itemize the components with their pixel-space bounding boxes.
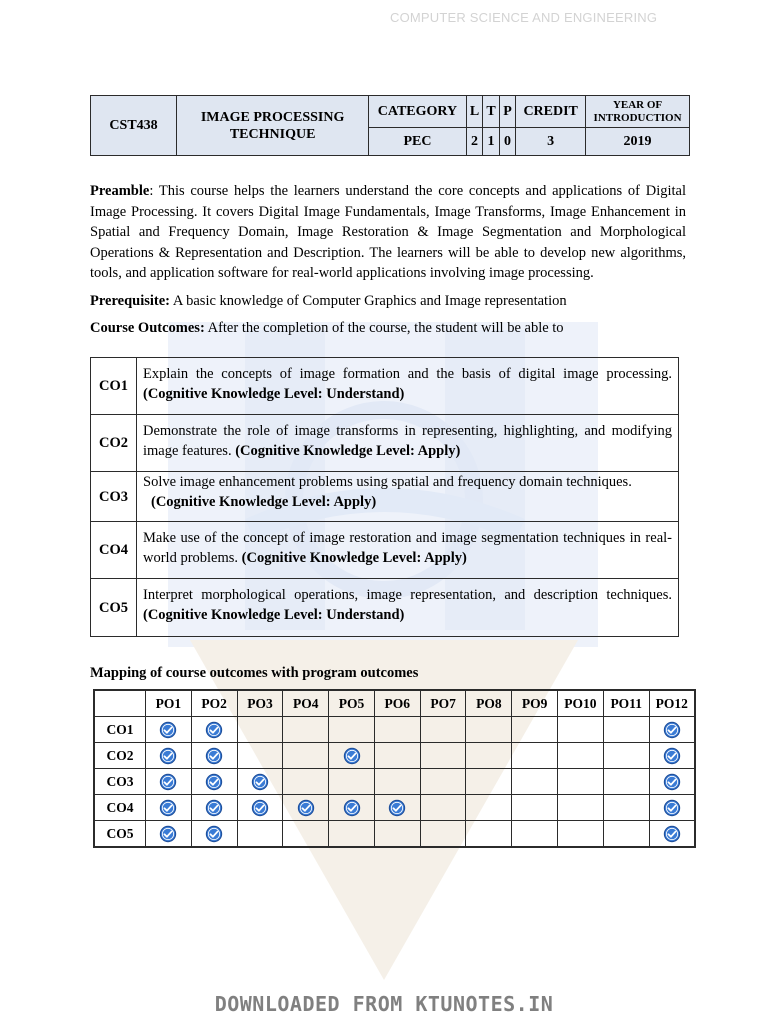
course-outcomes-label: Course Outcomes: — [90, 320, 205, 336]
mapping-cell — [191, 769, 237, 795]
mapping-cell — [191, 743, 237, 769]
p-label: P — [499, 96, 515, 128]
outcome-description — [137, 579, 679, 637]
outcome-level: (Cognitive Knowledge Level: Understand) — [143, 386, 405, 402]
mapping-cell — [146, 795, 192, 821]
credit-label: CREDIT — [516, 96, 586, 128]
category-label: CATEGORY — [369, 96, 467, 128]
mapping-cell — [512, 795, 558, 821]
mapping-cell — [466, 795, 512, 821]
mapping-cell — [329, 795, 375, 821]
mapping-cell — [512, 743, 558, 769]
mapping-cell — [558, 717, 604, 743]
mapping-cell — [420, 821, 466, 848]
mapping-cell — [329, 717, 375, 743]
mapping-cell — [420, 717, 466, 743]
check-circle-icon — [205, 721, 223, 739]
check-circle-icon — [251, 773, 269, 791]
t-label: T — [483, 96, 500, 128]
preamble-label: Preamble — [90, 183, 150, 199]
mapping-cell — [603, 795, 649, 821]
l-label: L — [466, 96, 483, 128]
po-column-header: PO3 — [237, 690, 283, 717]
mapping-cell — [649, 795, 695, 821]
mapping-cell — [237, 717, 283, 743]
course-outcomes-table — [90, 357, 679, 637]
po-column-header: PO12 — [649, 690, 695, 717]
mapping-row — [94, 717, 695, 743]
mapping-cell — [191, 821, 237, 848]
mapping-cell — [466, 769, 512, 795]
mapping-cell — [420, 743, 466, 769]
mapping-row — [94, 821, 695, 848]
outcome-description — [137, 472, 679, 522]
outcome-text: Solve image enhancement problems using spatial and frequency domain techniques. — [143, 474, 632, 490]
year-label-line2: INTRODUCTION — [593, 111, 682, 124]
mapping-cell — [558, 795, 604, 821]
course-outcomes-text: After the completion of the course, the student will be able to — [204, 320, 564, 336]
mapping-cell — [420, 795, 466, 821]
mapping-cell — [237, 743, 283, 769]
mapping-cell — [146, 821, 192, 848]
check-circle-icon — [663, 825, 681, 843]
mapping-cell — [283, 769, 329, 795]
mapping-cell — [466, 821, 512, 848]
check-circle-icon — [663, 721, 681, 739]
outcome-level: (Cognitive Knowledge Level: Understand) — [143, 607, 405, 623]
check-circle-icon — [159, 747, 177, 765]
check-circle-icon — [663, 799, 681, 817]
mapping-corner-cell — [94, 690, 146, 717]
check-circle-icon — [159, 773, 177, 791]
mapping-cell — [374, 795, 420, 821]
check-circle-icon — [297, 799, 315, 817]
mapping-row — [94, 769, 695, 795]
category-value: PEC — [369, 128, 467, 156]
mapping-cell — [649, 717, 695, 743]
mapping-header-row — [94, 690, 695, 717]
check-circle-icon — [205, 773, 223, 791]
preamble-text: : This course helps the learners understand the core concepts and applications of Digital Image Processing. It covers Digital Image Fundamentals, Image Transforms, Image Enhancement in Spatial and Frequency Domain, Image Restoration & Image Segmentation and Morphological Operations & Representation and Description. The learners will be able to develop new algorithms, tools, and application software for real-world applications involving image processing. — [90, 183, 686, 281]
course-name: IMAGE PROCESSING TECHNIQUE — [177, 96, 369, 156]
outcome-level: (Cognitive Knowledge Level: Apply) — [241, 550, 467, 566]
credit-value: 3 — [516, 128, 586, 156]
outcome-text: Explain the concepts of image formation and the basis of digital image processing. — [143, 366, 672, 382]
po-column-header: PO5 — [329, 690, 375, 717]
outcome-level: (Cognitive Knowledge Level: Apply) — [235, 443, 461, 459]
check-circle-icon — [251, 799, 269, 817]
mapping-cell — [146, 717, 192, 743]
mapping-cell — [603, 743, 649, 769]
course-code: CST438 — [91, 96, 177, 156]
mapping-cell — [512, 769, 558, 795]
mapping-title: Mapping of course outcomes with program outcomes — [90, 665, 419, 681]
mapping-cell — [603, 769, 649, 795]
outcome-row — [91, 579, 679, 637]
mapping-cell — [420, 769, 466, 795]
preamble — [90, 181, 686, 284]
outcome-description — [137, 522, 679, 579]
mapping-cell — [283, 717, 329, 743]
po-column-header: PO8 — [466, 690, 512, 717]
outcome-row — [91, 358, 679, 415]
mapping-cell — [466, 717, 512, 743]
t-value: 1 — [483, 128, 500, 156]
mapping-cell — [329, 821, 375, 848]
course-info-table — [90, 95, 690, 156]
outcome-row — [91, 522, 679, 579]
mapping-cell — [237, 821, 283, 848]
mapping-cell — [374, 743, 420, 769]
po-column-header: PO6 — [374, 690, 420, 717]
mapping-cell — [237, 795, 283, 821]
mapping-row-co: CO3 — [94, 769, 146, 795]
prerequisite-label: Prerequisite: — [90, 293, 170, 309]
co-po-mapping-table — [93, 689, 696, 848]
outcome-text: Interpret morphological operations, image representation, and description techniques. — [143, 587, 672, 603]
l-value: 2 — [466, 128, 483, 156]
mapping-cell — [283, 821, 329, 848]
mapping-cell — [191, 795, 237, 821]
outcome-text: Make use of the concept of image restoration and image segmentation techniques in real-world problems. — [143, 530, 672, 566]
outcome-id: CO4 — [91, 522, 137, 579]
mapping-cell — [603, 821, 649, 848]
department-header: COMPUTER SCIENCE AND ENGINEERING — [390, 10, 658, 25]
check-circle-icon — [205, 825, 223, 843]
check-circle-icon — [663, 747, 681, 765]
mapping-cell — [237, 769, 283, 795]
mapping-cell — [512, 717, 558, 743]
po-column-header: PO4 — [283, 690, 329, 717]
po-column-header: PO9 — [512, 690, 558, 717]
outcome-description — [137, 415, 679, 472]
outcome-id: CO1 — [91, 358, 137, 415]
mapping-cell — [146, 769, 192, 795]
check-circle-icon — [159, 825, 177, 843]
check-circle-icon — [159, 721, 177, 739]
mapping-cell — [466, 743, 512, 769]
year-label-line1: YEAR OF — [612, 98, 663, 111]
mapping-cell — [329, 769, 375, 795]
outcome-row — [91, 472, 679, 522]
mapping-cell — [283, 743, 329, 769]
po-column-header: PO2 — [191, 690, 237, 717]
outcome-id: CO2 — [91, 415, 137, 472]
mapping-cell — [649, 769, 695, 795]
mapping-cell — [374, 717, 420, 743]
course-outcomes-intro — [90, 318, 686, 339]
mapping-row-co: CO1 — [94, 717, 146, 743]
mapping-cell — [146, 743, 192, 769]
mapping-row — [94, 743, 695, 769]
check-circle-icon — [343, 747, 361, 765]
mapping-cell — [283, 795, 329, 821]
mapping-row-co: CO4 — [94, 795, 146, 821]
mapping-cell — [649, 821, 695, 848]
outcome-id: CO5 — [91, 579, 137, 637]
check-circle-icon — [663, 773, 681, 791]
check-circle-icon — [388, 799, 406, 817]
outcome-description — [137, 358, 679, 415]
mapping-cell — [558, 769, 604, 795]
check-circle-icon — [159, 799, 177, 817]
year-value: 2019 — [586, 128, 690, 156]
download-footer: DOWNLOADED FROM KTUNOTES.IN — [214, 992, 554, 1016]
po-column-header: PO1 — [146, 690, 192, 717]
mapping-row — [94, 795, 695, 821]
check-circle-icon — [205, 747, 223, 765]
outcome-row — [91, 415, 679, 472]
mapping-row-co: CO2 — [94, 743, 146, 769]
po-column-header: PO11 — [603, 690, 649, 717]
mapping-cell — [374, 821, 420, 848]
year-label — [586, 96, 690, 128]
outcome-text: Demonstrate the role of image transforms in representing, highlighting, and modifying image features. — [143, 423, 672, 459]
check-circle-icon — [205, 799, 223, 817]
mapping-cell — [649, 743, 695, 769]
mapping-row-co: CO5 — [94, 821, 146, 848]
mapping-cell — [512, 821, 558, 848]
mapping-cell — [558, 821, 604, 848]
mapping-cell — [191, 717, 237, 743]
prerequisite-text: A basic knowledge of Computer Graphics and Image representation — [170, 293, 567, 309]
mapping-cell — [374, 769, 420, 795]
outcome-id: CO3 — [91, 472, 137, 522]
check-circle-icon — [343, 799, 361, 817]
mapping-cell — [603, 717, 649, 743]
outcome-level: (Cognitive Knowledge Level: Apply) — [151, 494, 377, 510]
mapping-cell — [329, 743, 375, 769]
p-value: 0 — [499, 128, 515, 156]
prerequisite — [90, 291, 686, 312]
po-column-header: PO7 — [420, 690, 466, 717]
mapping-cell — [558, 743, 604, 769]
po-column-header: PO10 — [558, 690, 604, 717]
